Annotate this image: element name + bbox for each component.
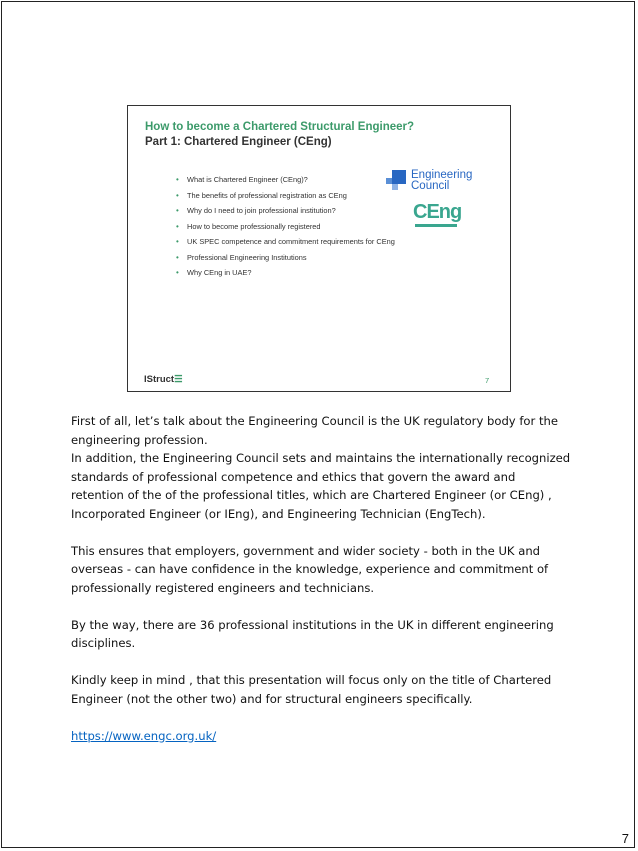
paragraph-gap: [71, 653, 571, 672]
notes-paragraph: By the way, there are 36 professional institutions in the UK in different engineering disciplines.: [71, 617, 554, 650]
notes-paragraph: This ensures that employers, government and wider society - both in the UK and overseas - can have confidence in the knowledge, experience and commitment of professionally registered engineers and technicians.: [71, 543, 549, 595]
bullet-text: What is Chartered Engineer (CEng)?: [187, 175, 308, 184]
slide-bullet-list: [176, 172, 395, 281]
engineering-council-logo: [386, 170, 481, 200]
speaker-notes: [71, 412, 571, 745]
bullet-item: [176, 265, 395, 281]
bullet-dot-icon: •: [176, 206, 179, 215]
istructe-logo: [144, 374, 183, 385]
bullet-item: [176, 219, 395, 235]
notes-paragraph: Kindly keep in mind , that this presentation will focus only on the title of Chartered Engineer (not the other two) and for structural engineers specifically.: [71, 673, 552, 706]
bullet-item: [176, 188, 395, 204]
ceng-logo: [413, 201, 461, 227]
bullet-item: [176, 234, 395, 250]
page-number: 7: [621, 831, 629, 846]
bullet-dot-icon: •: [176, 190, 179, 200]
istructe-logo-text: IStruct: [144, 374, 175, 385]
paragraph-gap: [71, 597, 571, 616]
paragraph-gap: [71, 523, 571, 542]
engc-website-link[interactable]: https://www.engc.org.uk/: [71, 728, 217, 743]
bullet-text: Why CEng in UAE?: [187, 268, 252, 277]
bullet-item: [176, 203, 395, 219]
bullet-text: Professional Engineering Institutions: [187, 252, 307, 262]
notes-paragraph: In addition, the Engineering Council sets and maintains the internationally recognized standards of professional competence and ethics that govern the award and retention of the of the professional titles, which are Chartered Engineer (or CEng) , Incorporated Engineer (or IEng), and Engineering Technician (EngTech).: [71, 451, 571, 521]
engineering-council-mark-icon: [386, 170, 406, 192]
bullet-item: [176, 172, 395, 188]
logo-line-1: Engineering: [411, 169, 473, 181]
notes-paragraph: First of all, let’s talk about the Engineering Council is the UK regulatory body for the engineering profession.: [71, 414, 558, 447]
slide-thumbnail: [127, 105, 511, 392]
bullet-dot-icon: •: [176, 268, 179, 277]
slide-page-number: 7: [485, 376, 490, 385]
bullet-dot-icon: •: [176, 237, 179, 246]
bullet-text: The benefits of professional registration as CEng: [187, 190, 347, 200]
istructe-logo-e-icon: ☰: [174, 374, 183, 385]
bullet-item: [176, 250, 395, 266]
engineering-council-wordmark: [411, 170, 472, 191]
bullet-text: How to become professionally registered: [187, 221, 321, 231]
paragraph-gap: [71, 708, 571, 727]
ceng-underline: [415, 224, 457, 227]
bullet-text: UK SPEC competence and commitment requirements for CEng: [187, 237, 395, 246]
bullet-dot-icon: •: [176, 252, 179, 262]
ceng-wordmark: CEng: [413, 201, 462, 223]
slide-title: How to become a Chartered Structural Engineer?: [145, 121, 415, 133]
slide-subtitle: Part 1: Chartered Engineer (CEng): [145, 136, 332, 148]
logo-line-2: Council: [411, 179, 450, 192]
bullet-dot-icon: •: [176, 175, 179, 184]
bullet-dot-icon: •: [176, 221, 179, 231]
bullet-text: Why do I need to join professional institution?: [187, 206, 336, 215]
